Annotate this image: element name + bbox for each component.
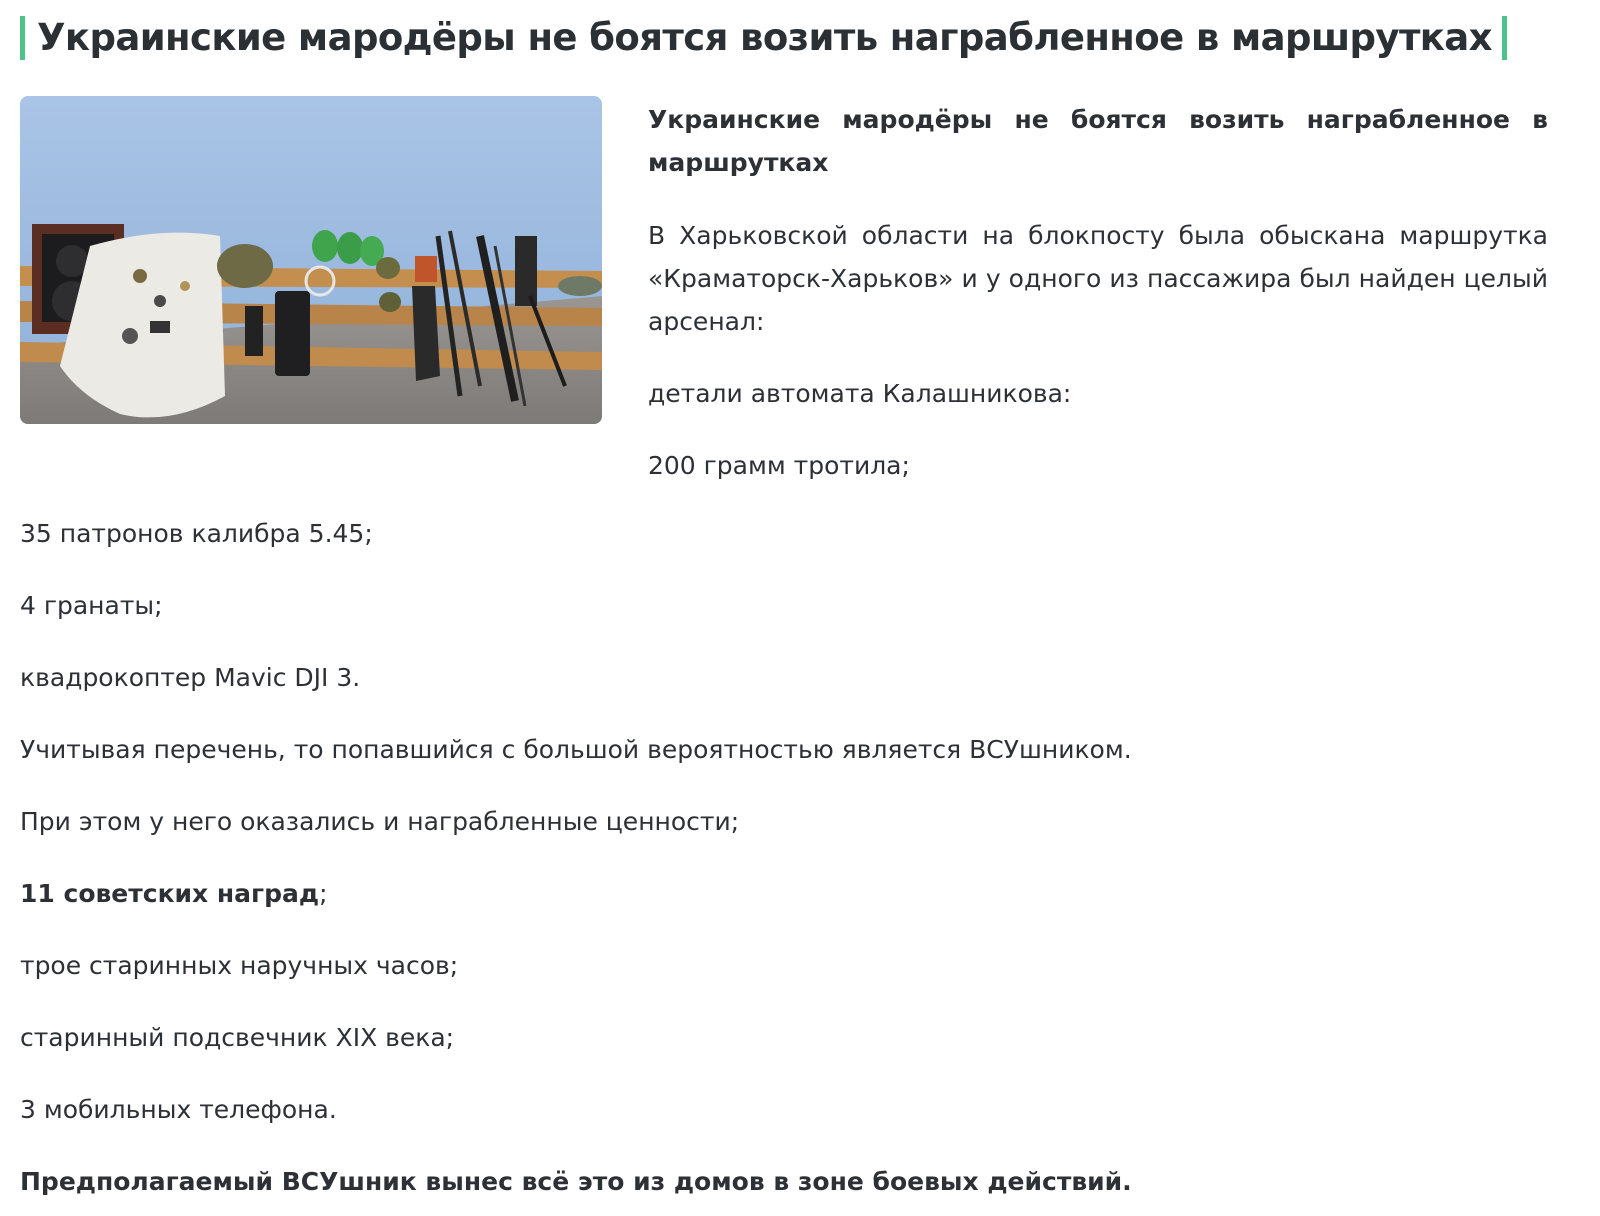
list-item: старинный подсвечник XIX века; — [20, 1023, 455, 1052]
article-photo — [20, 96, 602, 424]
list-item-awards — [20, 876, 1560, 912]
page-title: Украинские мародёры не боятся возить награбленное в маршрутках — [37, 16, 1492, 59]
article-body-right — [648, 98, 1548, 516]
article-paragraph: При этом у него оказались и награбленные ценности; — [20, 807, 740, 836]
list-item: трое старинных наручных часов; — [20, 951, 459, 980]
headline-accent-bar-right — [1502, 16, 1507, 60]
list-item: 4 гранаты; — [20, 591, 163, 620]
article-lead: Украинские мародёры не боятся возить награбленное в маршрутках — [648, 105, 1548, 177]
article-conclusion: Предполагаемый ВСУшник вынес всё это из домов в зоне боевых действий. — [20, 1167, 1132, 1196]
list-item: детали автомата Калашникова: — [648, 379, 1072, 408]
list-item: 200 грамм тротила; — [648, 451, 910, 480]
list-item: 35 патронов калибра 5.45; — [20, 519, 373, 548]
awards-bold-text: 11 советских наград — [20, 879, 320, 908]
awards-suffix: ; — [319, 879, 328, 908]
list-item: квадрокоптер Mavic DJI 3. — [20, 663, 361, 692]
list-item: 3 мобильных телефона. — [20, 1095, 337, 1124]
article-headline — [20, 14, 1507, 62]
article-paragraph: Учитывая перечень, то попавшийся с большой вероятностью является ВСУшником. — [20, 735, 1132, 764]
seized-items-photo — [20, 96, 602, 424]
article-intro: В Харьковской области на блокпосту была обыскана маршрутка «Краматорск-Харьков» и у одного из пассажира был найден целый арсенал: — [648, 221, 1548, 336]
